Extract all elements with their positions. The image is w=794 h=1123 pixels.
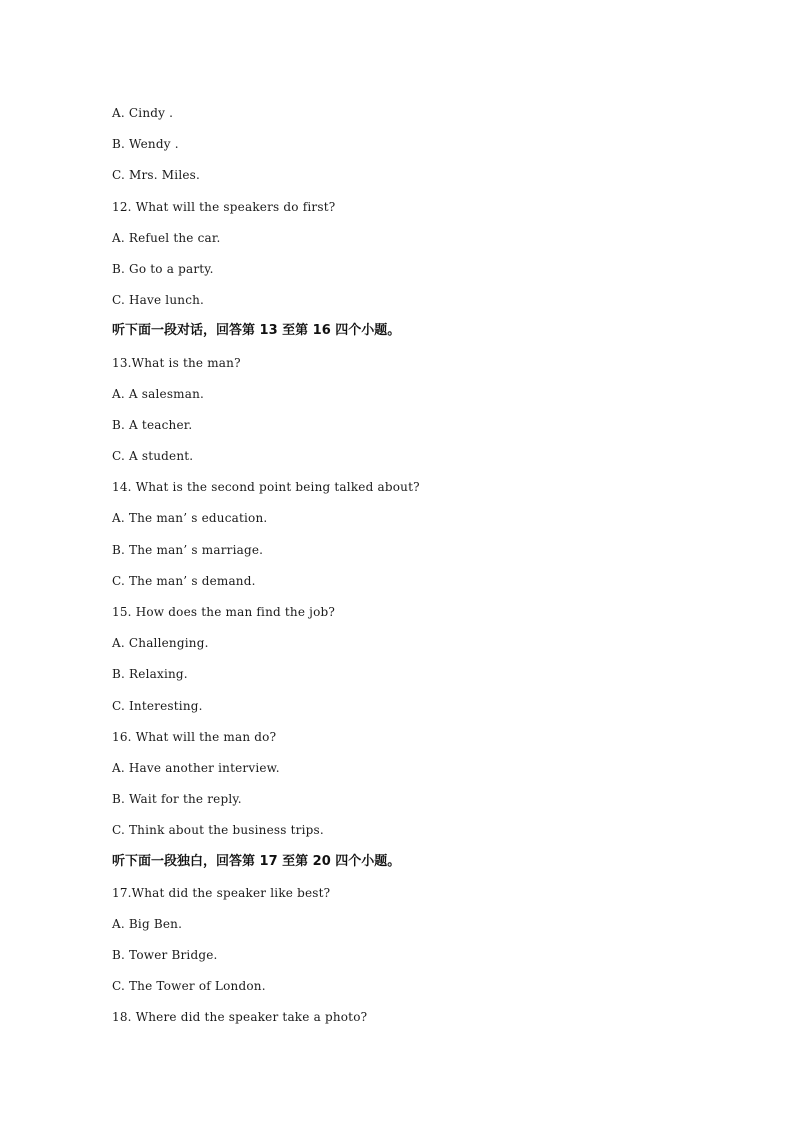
option-line: C. The Tower of London. [112,979,266,994]
option-line: C. Have lunch. [112,293,205,308]
option-line: C. A student. [112,449,194,464]
option-line: A. Have another interview. [112,760,280,775]
option-line: B. A teacher. [112,417,193,432]
option-line: A. A salesman. [112,386,205,401]
option-line: C. Interesting. [112,698,203,713]
section-instruction: 听下面一段对话，回答第 13 至第 16 四个小题。 [112,323,401,339]
question-line: 17.What did the speaker like best? [112,885,331,900]
option-line: C. Mrs. Miles. [112,168,201,183]
option-line: A. Challenging. [112,636,209,651]
option-line: B. Wendy . [112,137,179,152]
option-line: A. The man’ s education. [112,511,268,526]
question-line: 13.What is the man? [112,355,241,370]
option-line: A. Big Ben. [112,916,183,931]
question-line: 15. How does the man find the job? [112,605,336,619]
option-line: C. The man’ s demand. [112,573,256,588]
question-line: 18. Where did the speaker take a photo? [112,1010,368,1025]
document-body [112,104,712,1040]
option-line: B. Go to a party. [112,261,214,276]
option-line: B. Relaxing. [112,667,188,682]
question-line: 14. What is the second point being talked about? [112,480,420,495]
option-line: B. Wait for the reply. [112,792,242,807]
question-line: 12. What will the speakers do first? [112,199,336,214]
option-line: B. The man’ s marriage. [112,542,264,557]
option-line: A. Cindy . [112,106,174,120]
option-line: C. Think about the business trips. [112,823,324,838]
option-line: A. Refuel the car. [112,230,221,245]
option-line: B. Tower Bridge. [112,948,218,963]
question-line: 16. What will the man do? [112,729,277,744]
section-instruction: 听下面一段独白，回答第 17 至第 20 四个小题。 [112,853,401,869]
